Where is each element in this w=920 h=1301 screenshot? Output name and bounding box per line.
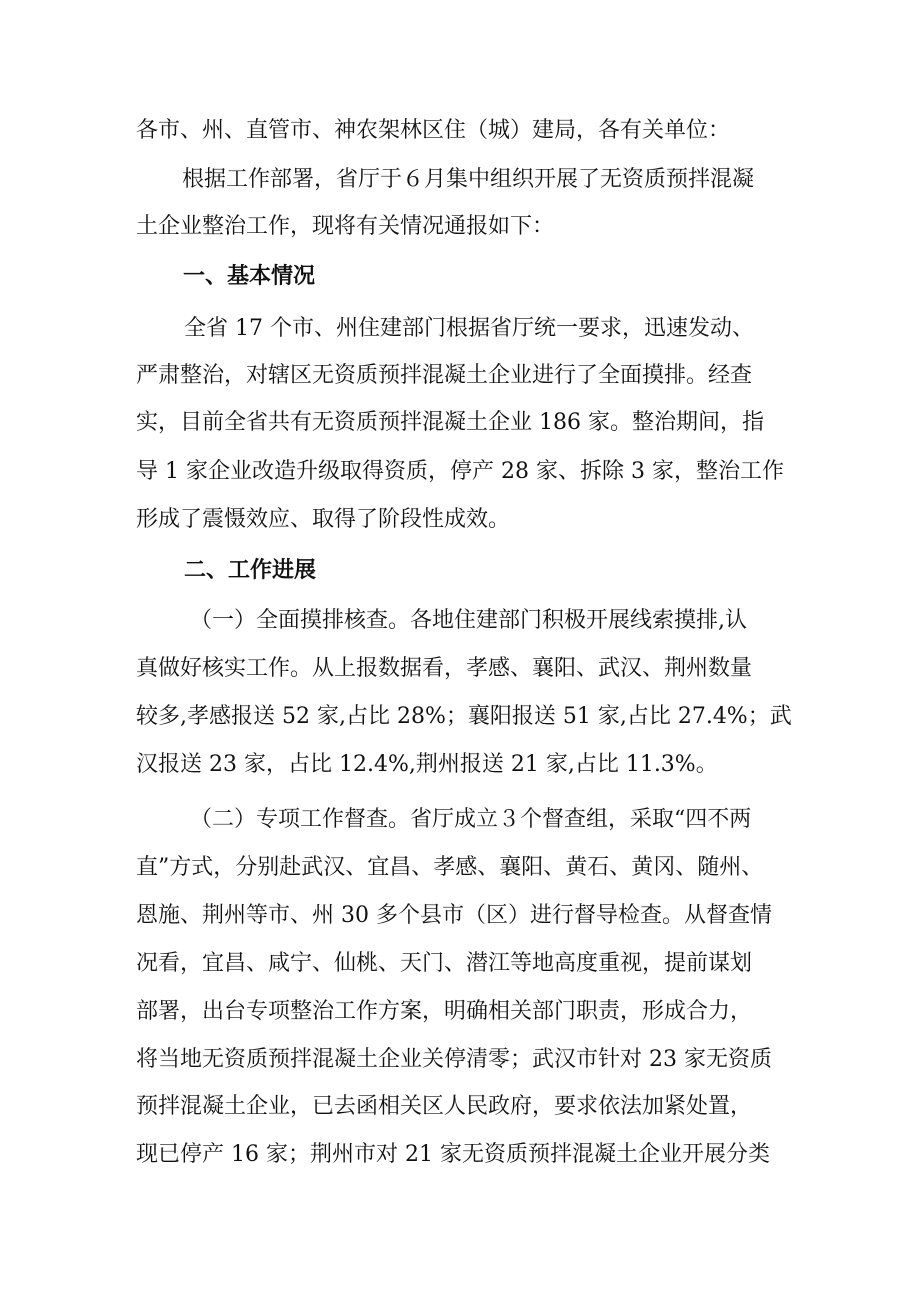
item2-line-8: 现已停产 16 家；荆州市对 21 家无资质预拌混凝土企业开展分类 bbox=[136, 1142, 770, 1167]
item2-line-2: 直”方式，分别赴武汉、宜昌、孝感、襄阳、黄石、黄冈、随州、 bbox=[136, 855, 764, 880]
section1-line-5: 形成了震慑效应、取得了阶段性成效。 bbox=[136, 507, 511, 532]
item2-line-3: 恩施、荆州等市、州 30 多个县市（区）进行督导检查。从督查情 bbox=[136, 903, 772, 928]
item1-line-1: （一）全面摸排核查。各地住建部门积极开展线索摸排,认 bbox=[190, 608, 747, 633]
salutation: 各市、州、直管市、神农架林区住（城）建局，各有关单位： bbox=[136, 118, 731, 143]
section-heading-basic-situation: 一、基本情况 bbox=[183, 264, 316, 289]
item1-line-3: 较多,孝感报送 52 家,占比 28%；襄阳报送 51 家,占比 27.4%；武 bbox=[136, 704, 792, 729]
item2-line-4: 况看，宜昌、咸宁、仙桃、天门、潜江等地高度重视，提前谋划 bbox=[136, 951, 753, 976]
section1-line-3: 实，目前全省共有无资质预拌混凝土企业 186 家。整治期间，指 bbox=[136, 410, 764, 435]
item1-line-2: 真做好核实工作。从上报数据看，孝感、襄阳、武汉、荆州数量 bbox=[136, 656, 753, 681]
item2-line-6: 将当地无资质预拌混凝土企业关停清零；武汉市针对 23 家无资质 bbox=[136, 1047, 772, 1072]
section1-line-2: 严肃整治，对辖区无资质预拌混凝土企业进行了全面摸排。经查 bbox=[136, 363, 753, 388]
item1-line-4: 汉报送 23 家，占比 12.4%,荆州报送 21 家,占比 11.3%。 bbox=[136, 752, 718, 777]
item2-line-7: 预拌混凝土企业，已去函相关区人民政府，要求依法加紧处置， bbox=[136, 1094, 753, 1119]
intro-line-1: 根据工作部署，省厅于６月集中组织开展了无资质预拌混凝 bbox=[182, 167, 755, 192]
intro-line-2: 土企业整治工作，现将有关情况通报如下： bbox=[136, 214, 555, 239]
item2-line-1: （二）专项工作督查。省厅成立３个督查组，采取“四不两 bbox=[190, 807, 752, 832]
section1-line-4: 导 1 家企业改造升级取得资质，停产 28 家、拆除 3 家，整治工作 bbox=[136, 459, 784, 484]
section-heading-work-progress: 二、工作进展 bbox=[184, 558, 317, 583]
section1-line-1: 全省 17 个市、州住建部门根据省厅统一要求，迅速发动、 bbox=[184, 316, 754, 341]
item2-line-5: 部署，出台专项整治工作方案，明确相关部门职责，形成合力， bbox=[136, 999, 753, 1024]
